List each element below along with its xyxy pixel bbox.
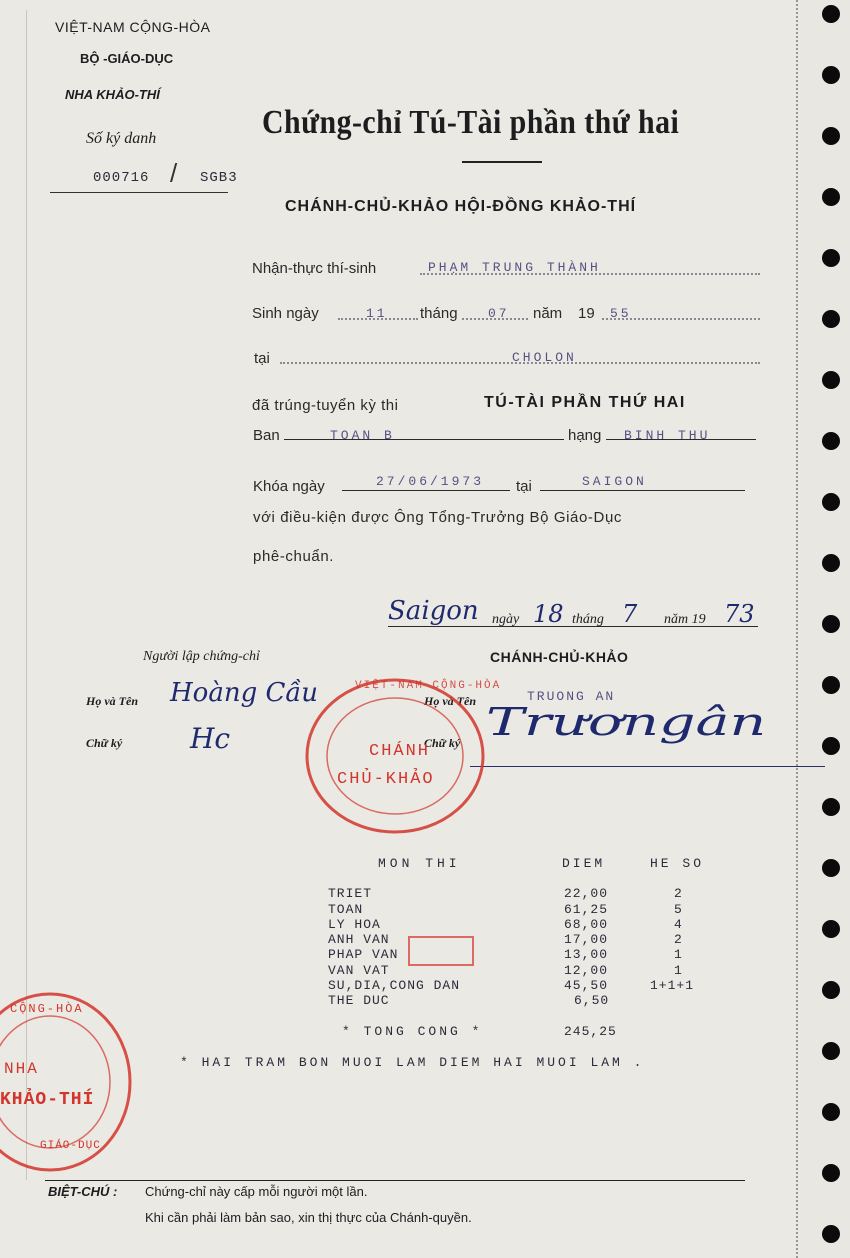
rank-label: hạng: [568, 427, 602, 444]
note-line-2: Khi cần phải làm bản sao, xin thị thực của Chánh-quyền.: [145, 1210, 472, 1225]
registration-code: SGB3: [200, 170, 238, 186]
grade-coef: 1+1+1: [650, 978, 695, 993]
grade-score: 6,50: [574, 993, 610, 1008]
grade-coef: 2: [674, 886, 683, 901]
birth-label: Sinh ngày: [252, 305, 319, 322]
grade-score: 22,00: [564, 886, 609, 901]
grade-coef: 2: [674, 932, 683, 947]
issuer-name: Hoàng Cầu: [170, 678, 319, 708]
jury-title: CHÁNH-CHỦ-KHẢO HỘI-ĐỒNG KHẢO-THÍ: [285, 198, 637, 215]
col-header-coef: HE SO: [650, 856, 705, 871]
birth-year-suffix: 55: [610, 306, 632, 321]
grade-coef: 1: [674, 947, 683, 962]
date-year-label: năm 19: [664, 612, 706, 627]
date-place: Saigon: [388, 596, 479, 626]
registration-label: Số ký danh: [86, 130, 157, 147]
chief-name-label: Họ và Tên: [424, 694, 476, 708]
birthplace-label: tại: [254, 350, 270, 367]
grade-score: 45,50: [564, 978, 609, 993]
session-label: Khóa ngày: [253, 478, 325, 495]
office-header: NHA KHẢO-THÍ: [65, 87, 160, 102]
session-at-label: tại: [516, 478, 532, 495]
condition-line-2: phê-chuẩn.: [253, 548, 335, 565]
chief-signature: Trươngân: [486, 700, 767, 744]
stamp-ring-text: VIỆT-NAM CỘNG-HÒA: [355, 680, 502, 692]
footer-rule: [45, 1180, 745, 1181]
total-in-words: * HAI TRAM BON MUOI LAM DIEM HAI MUOI LAM .: [180, 1055, 645, 1070]
grade-subject: ANH VAN: [328, 932, 390, 947]
section-value: TOAN B: [330, 428, 395, 443]
birth-day: 11: [366, 306, 388, 321]
perforation-line: [796, 0, 800, 1258]
exam-office-stamp: [0, 990, 135, 1180]
grade-coef: 4: [674, 917, 683, 932]
issuer-name-label: Họ và Tên: [86, 694, 138, 708]
col-header-subject: MON THI: [378, 856, 461, 871]
note-line-1: Chứng-chỉ này cấp mỗi người một lần.: [145, 1184, 368, 1199]
issuer-title: Người lập chứng-chỉ: [143, 649, 260, 664]
grade-subject: PHAP VAN: [328, 947, 399, 962]
session-place-line: [540, 490, 745, 491]
certificate-title: Chứng-chỉ Tú-Tài phần thứ hai: [262, 104, 680, 141]
candidate-name: PHẠM TRUNG THÀNH: [428, 260, 601, 275]
date-year: 73: [724, 600, 755, 628]
date-day-label: ngày: [492, 612, 520, 627]
grade-score: 61,25: [564, 902, 609, 917]
chief-name: TRUONG AN: [527, 689, 616, 704]
grade-coef: 1: [674, 963, 683, 978]
session-date-line: [342, 490, 510, 491]
session-date: 27/06/1973: [376, 474, 485, 489]
date-month: 7: [622, 600, 638, 628]
header-rule: [50, 192, 228, 193]
grade-subject: TOAN: [328, 902, 364, 917]
birthplace: CHOLON: [512, 350, 577, 365]
grade-subject: LY HOA: [328, 917, 381, 932]
note-label: BIỆT-CHÚ :: [48, 1184, 118, 1199]
chief-examiner-stamp: [303, 676, 502, 836]
certify-label: Nhận-thực thí-sinh: [252, 260, 377, 277]
birth-year-label: năm: [533, 305, 563, 322]
registration-number: 000716: [93, 170, 150, 186]
session-place: SAIGON: [582, 474, 647, 489]
grade-coef: 5: [674, 902, 683, 917]
stamp-line-2: CHỦ-KHẢO: [337, 770, 435, 789]
republic-header: VIỆT-NAM CỘNG-HÒA: [55, 19, 211, 35]
office-stamp-ring: CỘNG-HÒA: [10, 1002, 84, 1016]
exam-name: TÚ-TÀI PHẦN THỨ HAI: [484, 394, 686, 411]
title-ornament: [462, 161, 542, 163]
office-stamp-bottom: GIÁO-DỤC: [40, 1140, 101, 1152]
slash-mark: /: [170, 158, 178, 188]
date-month-label: tháng: [572, 612, 604, 627]
section-label: Ban: [253, 427, 280, 444]
office-stamp-line-1: NHA: [4, 1060, 39, 1078]
grade-score: 13,00: [564, 947, 609, 962]
office-stamp-line-2: KHẢO-THÍ: [0, 1090, 95, 1110]
grade-score: 17,00: [564, 932, 609, 947]
grade-score: 68,00: [564, 917, 609, 932]
chief-title: CHÁNH-CHỦ-KHẢO: [490, 649, 629, 665]
grade-score: 12,00: [564, 963, 609, 978]
rank-value: BINH THU: [624, 428, 711, 443]
ministry-header: BỘ -GIÁO-DỤC: [80, 51, 174, 66]
birth-month: 07: [488, 306, 510, 321]
birth-year-prefix: 19: [578, 305, 595, 322]
stamp-line-1: CHÁNH: [369, 742, 431, 761]
col-header-score: DIEM: [562, 856, 606, 871]
condition-line-1: với điều-kiện được Ông Tổng-Trưởng Bộ Giáo-Dục: [253, 509, 622, 526]
passed-label: đã trúng-tuyển kỳ thi: [252, 397, 399, 414]
signature-rule: [470, 766, 825, 767]
grade-subject: TRIET: [328, 886, 373, 901]
grade-subject: VAN VAT: [328, 963, 390, 978]
date-day: 18: [533, 600, 564, 628]
total-score: 245,25: [564, 1024, 617, 1039]
section-line: [284, 439, 564, 440]
grade-subject: THE DUC: [328, 993, 390, 1008]
total-label: * TONG CONG *: [342, 1024, 483, 1039]
chief-sign-label: Chữ ký: [424, 736, 461, 750]
grade-subject: SU,DIA,CONG DAN: [328, 978, 461, 993]
verification-box-stamp: [408, 936, 474, 966]
issuer-signature: Hc: [190, 722, 231, 755]
birth-month-label: tháng: [420, 305, 458, 322]
issuer-sign-label: Chữ ký: [86, 736, 123, 750]
